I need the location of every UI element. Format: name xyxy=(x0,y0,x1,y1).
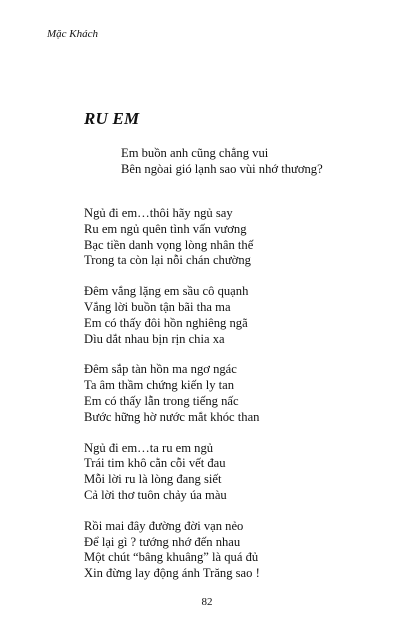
verse-line: Trong ta còn lại nỗi chán chường xyxy=(84,253,251,268)
verse-line: Ta âm thầm chứng kiến ly tan xyxy=(84,378,235,393)
verse-line: Xin đừng lay động ánh Trăng sao ! xyxy=(84,566,260,581)
verse-line: Đêm vắng lặng em sầu cô quạnh xyxy=(84,284,249,299)
verse-line: Trái tim khô cằn cỗi vết đau xyxy=(84,456,226,471)
verse-line: Đêm sắp tàn hồn ma ngơ ngác xyxy=(84,362,237,377)
stanza xyxy=(84,284,260,347)
verse-line: Rồi mai đây đường đời vạn nẻo xyxy=(84,518,244,533)
poem-epigraph xyxy=(121,146,323,178)
verse-line: Bạc tiền danh vọng lòng nhân thế xyxy=(84,237,254,252)
verse-line: Mỗi lời ru là lòng đang siết xyxy=(84,472,222,487)
verse-line: Một chút “bâng khuâng” là quá đủ xyxy=(84,550,259,565)
verse-line: Ngủ đi em…ta ru em ngủ xyxy=(84,440,214,455)
running-header-author: Mặc Khách xyxy=(47,28,99,40)
verse-line: Ru em ngủ quên tình vấn vương xyxy=(84,221,247,236)
verse-line: Bước hững hờ nước mắt khóc than xyxy=(84,409,260,424)
stanza xyxy=(84,206,260,269)
verse-line: Cả lời thơ tuôn chảy úa màu xyxy=(84,487,227,502)
page-number: 82 xyxy=(201,596,213,608)
verse-line: Em có thấy lẫn trong tiếng nấc xyxy=(84,393,239,408)
verse-line: Ngủ đi em…thôi hãy ngủ say xyxy=(84,206,233,220)
verse-line: Em có thấy đôi hồn nghiêng ngã xyxy=(84,315,248,330)
poem-body xyxy=(84,206,260,597)
verse-line: Vắng lời buồn tận bãi tha ma xyxy=(84,299,231,314)
stanza xyxy=(84,441,260,504)
poem-title: RU EM xyxy=(84,109,140,128)
verse-line: Dìu dắt nhau bịn rịn chia xa xyxy=(84,331,225,346)
verse-line: Để lại gì ? tướng nhớ đến nhau xyxy=(84,534,241,549)
stanza xyxy=(84,362,260,425)
stanza xyxy=(84,519,260,582)
epigraph-line: Bên ngòai gió lạnh sao vùi nhớ thương? xyxy=(121,161,323,176)
epigraph-line: Em buồn anh cũng chẳng vui xyxy=(121,146,269,160)
